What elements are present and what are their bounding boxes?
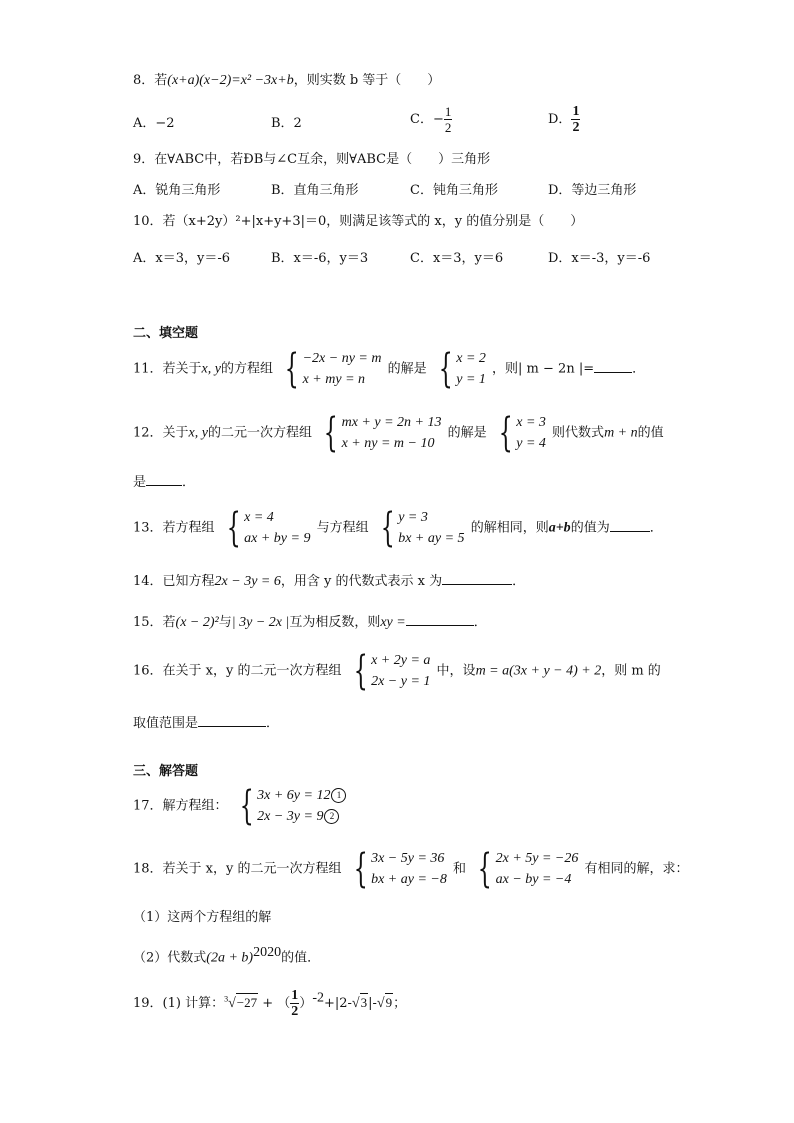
q12-system-2: { x = 3 y = 4 <box>498 410 546 456</box>
q10-option-a[interactable]: A．x＝3，y＝-6 <box>133 251 230 266</box>
question-18-part1: （1）这两个方程组的解 <box>133 910 272 925</box>
q12-answer-blank[interactable] <box>146 473 182 486</box>
question-18-part2: （2）代数式$(2a + b)^{2020}$的值． <box>133 945 321 966</box>
question-16: 16．在关于 x，y 的二元一次方程组 { x + 2y = a 2x − y = 1 中，设m = a(3x + y − 4) + 2，则 m 的 <box>133 648 661 694</box>
q16-system: { x + 2y = a 2x − y = 1 <box>353 648 431 694</box>
q11-answer-blank[interactable] <box>594 360 632 373</box>
q8-expression: (x+a)(x−2)=x² −3x+b <box>167 73 294 88</box>
q11-system-2: { x = 2 y = 1 <box>438 346 486 392</box>
question-16-line2: 取值范围是 ． <box>133 716 280 731</box>
q18-system-2: { 2x + 5y = −26 ax − by = −4 <box>477 846 579 892</box>
circled-one-icon: 1 <box>331 788 346 803</box>
question-17: 17．解方程组： { 3x + 6y = 12 1 2x − 3y = 9 2 <box>133 785 348 827</box>
q13-system-1: { x = 4 ax + by = 9 <box>226 505 311 551</box>
question-18: 18．若关于 x，y 的二元一次方程组 { 3x − 5y = 36 bx + ay = −8 和 { 2x + 5y = −26 ax − by = −4 有相同的解，求： <box>133 846 689 892</box>
question-10: 10．若（x+2y）²+|x+y+3|＝0，则满足该等式的 x，y 的值分别是（ ） <box>133 214 584 229</box>
question-19: 19．(1) 计算：$^3$√−27 + （ $\frac{1}{2}$ ）$^{-2}$+|2-√3|-√9； <box>133 988 407 1019</box>
q9-option-b[interactable]: B．直角三角形 <box>271 183 359 198</box>
q10-option-b[interactable]: B．x＝-6，y＝3 <box>271 251 369 266</box>
question-9: 9．在∀ABC中，若ÐB与∠C互余，则∀ABC是（ ）三角形 <box>133 152 491 167</box>
question-12: 12．关于x, y的二元一次方程组 { mx + y = 2n + 13 x + ny = m − 10 的解是 { x = 3 y = 4 则代数式m + n的值 <box>133 410 664 456</box>
q8-option-d[interactable]: D． $\frac{1}{2}$ <box>548 104 580 135</box>
q9-option-a[interactable]: A．锐角三角形 <box>133 183 221 198</box>
q15-answer-blank[interactable] <box>406 613 474 626</box>
section-fill-in-blank-heading: 二、填空题 <box>133 326 199 341</box>
q11-system-1: { −2x − ny = m x + my = n <box>284 346 382 392</box>
question-8: 8．若(x+a)(x−2)=x² −3x+b，则实数 b 等于（ ） <box>133 73 441 88</box>
section-solutions-heading: 三、解答题 <box>133 764 199 779</box>
q13-system-2: { y = 3 bx + ay = 5 <box>380 505 465 551</box>
q17-system: { 3x + 6y = 12 1 2x − 3y = 9 2 <box>234 785 347 827</box>
question-13: 13．若方程组 { x = 4 ax + by = 9 与方程组 { y = 3 bx + ay = 5 的解相同，则a+b的值为 ． <box>133 505 663 551</box>
question-12-line2: 是 ． <box>133 475 196 490</box>
q16-answer-blank[interactable] <box>198 714 266 727</box>
q13-answer-blank[interactable] <box>610 519 650 532</box>
q8-option-c[interactable]: C．− $\frac{1}{2}$ <box>410 104 452 135</box>
q9-option-d[interactable]: D．等边三角形 <box>548 183 637 198</box>
q9-option-c[interactable]: C．钝角三角形 <box>410 183 498 198</box>
q18-system-1: { 3x − 5y = 36 bx + ay = −8 <box>353 846 447 892</box>
q8-option-b[interactable]: B．2 <box>271 116 302 131</box>
q8-option-a[interactable]: A．−2 <box>133 116 175 131</box>
circled-two-icon: 2 <box>324 809 339 824</box>
question-11: 11．若关于x, y的方程组 { −2x − ny = m x + my = n 的解是 { x = 2 y = 1 ，则| m − 2n |= ． <box>133 346 646 392</box>
question-14: 14．已知方程2x − 3y = 6，用含 y 的代数式表示 x 为 ． <box>133 574 526 589</box>
q12-system-1: { mx + y = 2n + 13 x + ny = m − 10 <box>323 410 442 456</box>
q10-option-d[interactable]: D．x＝-3，y＝-6 <box>548 251 651 266</box>
q14-answer-blank[interactable] <box>442 572 512 585</box>
q10-option-c[interactable]: C．x＝3，y＝6 <box>410 251 504 266</box>
question-15: 15．若(x − 2)²与| 3y − 2x |互为相反数，则xy = ． <box>133 615 487 630</box>
